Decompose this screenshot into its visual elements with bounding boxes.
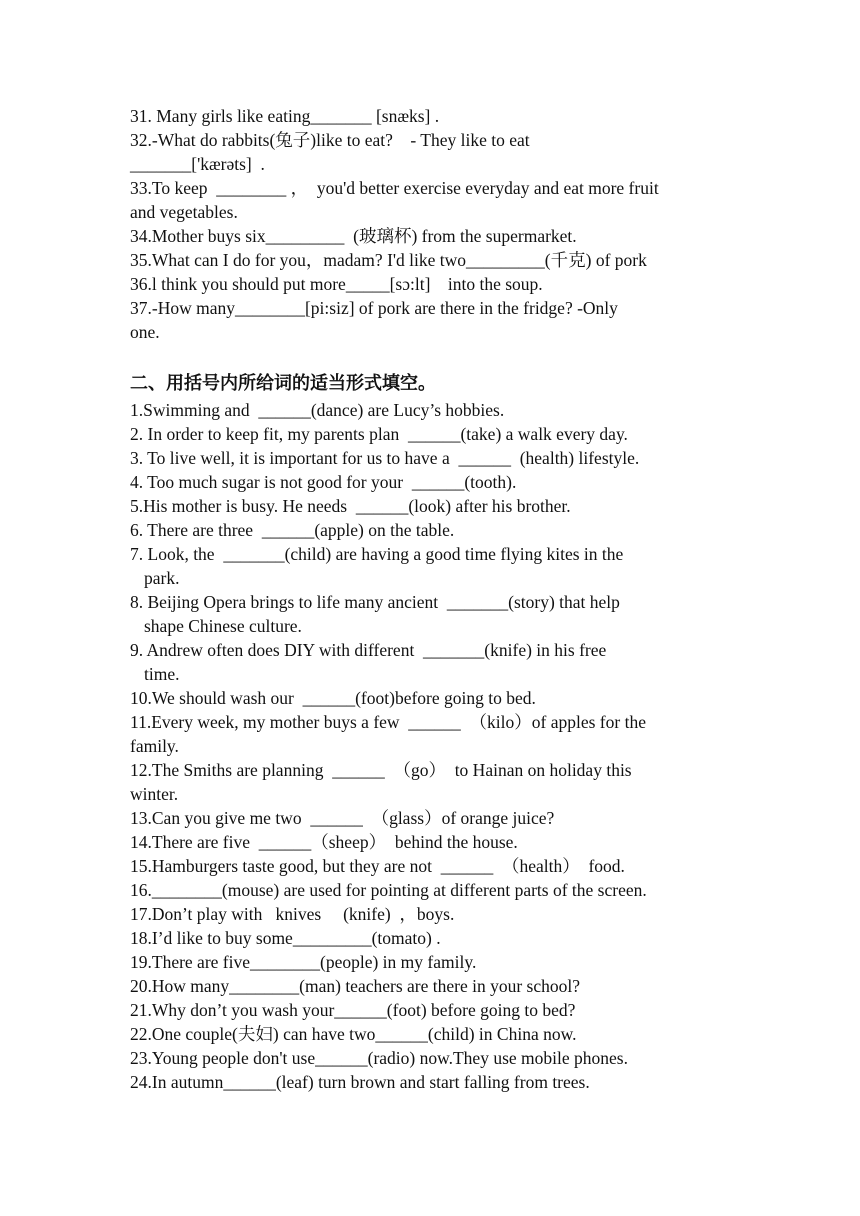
question-32-cont: _______['kærəts] .	[130, 154, 265, 174]
question-33-cont: and vegetables.	[130, 202, 238, 222]
item-2: 2. In order to keep fit, my parents plan ______(take) a walk every day.	[130, 424, 628, 444]
item-12-cont: winter.	[130, 784, 179, 804]
item-20: 20.How many________(man) teachers are there in your school?	[130, 976, 580, 996]
item-11-cont: family.	[130, 736, 179, 756]
item-10: 10.We should wash our ______(foot)before going to bed.	[130, 688, 536, 708]
item-8: 8. Beijing Opera brings to life many ancient _______(story) that help	[130, 592, 620, 612]
question-37-cont: one.	[130, 322, 160, 342]
item-18: 18.I’d like to buy some_________(tomato) .	[130, 928, 441, 948]
item-5: 5.His mother is busy. He needs ______(look) after his brother.	[130, 496, 571, 516]
question-34: 34.Mother buys six_________ (玻璃杯) from the supermarket.	[130, 226, 577, 246]
item-14: 14.There are five ______（sheep） behind the house.	[130, 832, 518, 852]
item-17: 17.Don’t play with knives (knife) ，boys.	[130, 904, 455, 924]
item-15: 15.Hamburgers taste good, but they are not ______ （health） food.	[130, 856, 625, 876]
item-8-cont: shape Chinese culture.	[144, 616, 302, 636]
item-23: 23.Young people don't use______(radio) now.They use mobile phones.	[130, 1048, 628, 1068]
question-37: 37.-How many________[pi:siz] of pork are there in the fridge? -Only	[130, 298, 618, 318]
question-35: 35.What can I do for you，madam? I'd like two_________(千克) of pork	[130, 250, 647, 270]
item-6: 6. There are three ______(apple) on the table.	[130, 520, 455, 540]
item-9: 9. Andrew often does DIY with different _______(knife) in his free	[130, 640, 607, 660]
section-heading: 二、用括号内所给词的适当形式填空。	[130, 373, 436, 394]
item-24: 24.In autumn______(leaf) turn brown and start falling from trees.	[130, 1072, 590, 1092]
item-21: 21.Why don’t you wash your______(foot) before going to bed?	[130, 1000, 576, 1020]
worksheet	[130, 104, 730, 1094]
item-7-cont: park.	[144, 568, 180, 588]
question-31: 31. Many girls like eating_______ [snæks] .	[130, 106, 440, 126]
question-36: 36.l think you should put more_____[sɔ:lt] into the soup.	[130, 274, 543, 294]
item-16: 16.________(mouse) are used for pointing at different parts of the screen.	[130, 880, 647, 900]
item-12: 12.The Smiths are planning ______ （go） to Hainan on holiday this	[130, 760, 632, 780]
question-32: 32.-What do rabbits(兔子)like to eat? - They like to eat	[130, 130, 530, 150]
item-19: 19.There are five________(people) in my family.	[130, 952, 477, 972]
item-3: 3. To live well, it is important for us to have a ______ (health) lifestyle.	[130, 448, 640, 468]
item-13: 13.Can you give me two ______ （glass）of orange juice?	[130, 808, 555, 828]
section-gap	[130, 344, 730, 370]
item-7: 7. Look, the _______(child) are having a good time flying kites in the	[130, 544, 624, 564]
item-1: 1.Swimming and ______(dance) are Lucy’s hobbies.	[130, 400, 505, 420]
item-9-cont: time.	[144, 664, 180, 684]
question-33: 33.To keep ________ ， you'd better exercise everyday and eat more fruit	[130, 178, 659, 198]
item-4: 4. Too much sugar is not good for your ______(tooth).	[130, 472, 517, 492]
item-11: 11.Every week, my mother buys a few ______ （kilo）of apples for the	[130, 712, 646, 732]
item-22: 22.One couple(夫妇) can have two______(child) in China now.	[130, 1024, 577, 1044]
